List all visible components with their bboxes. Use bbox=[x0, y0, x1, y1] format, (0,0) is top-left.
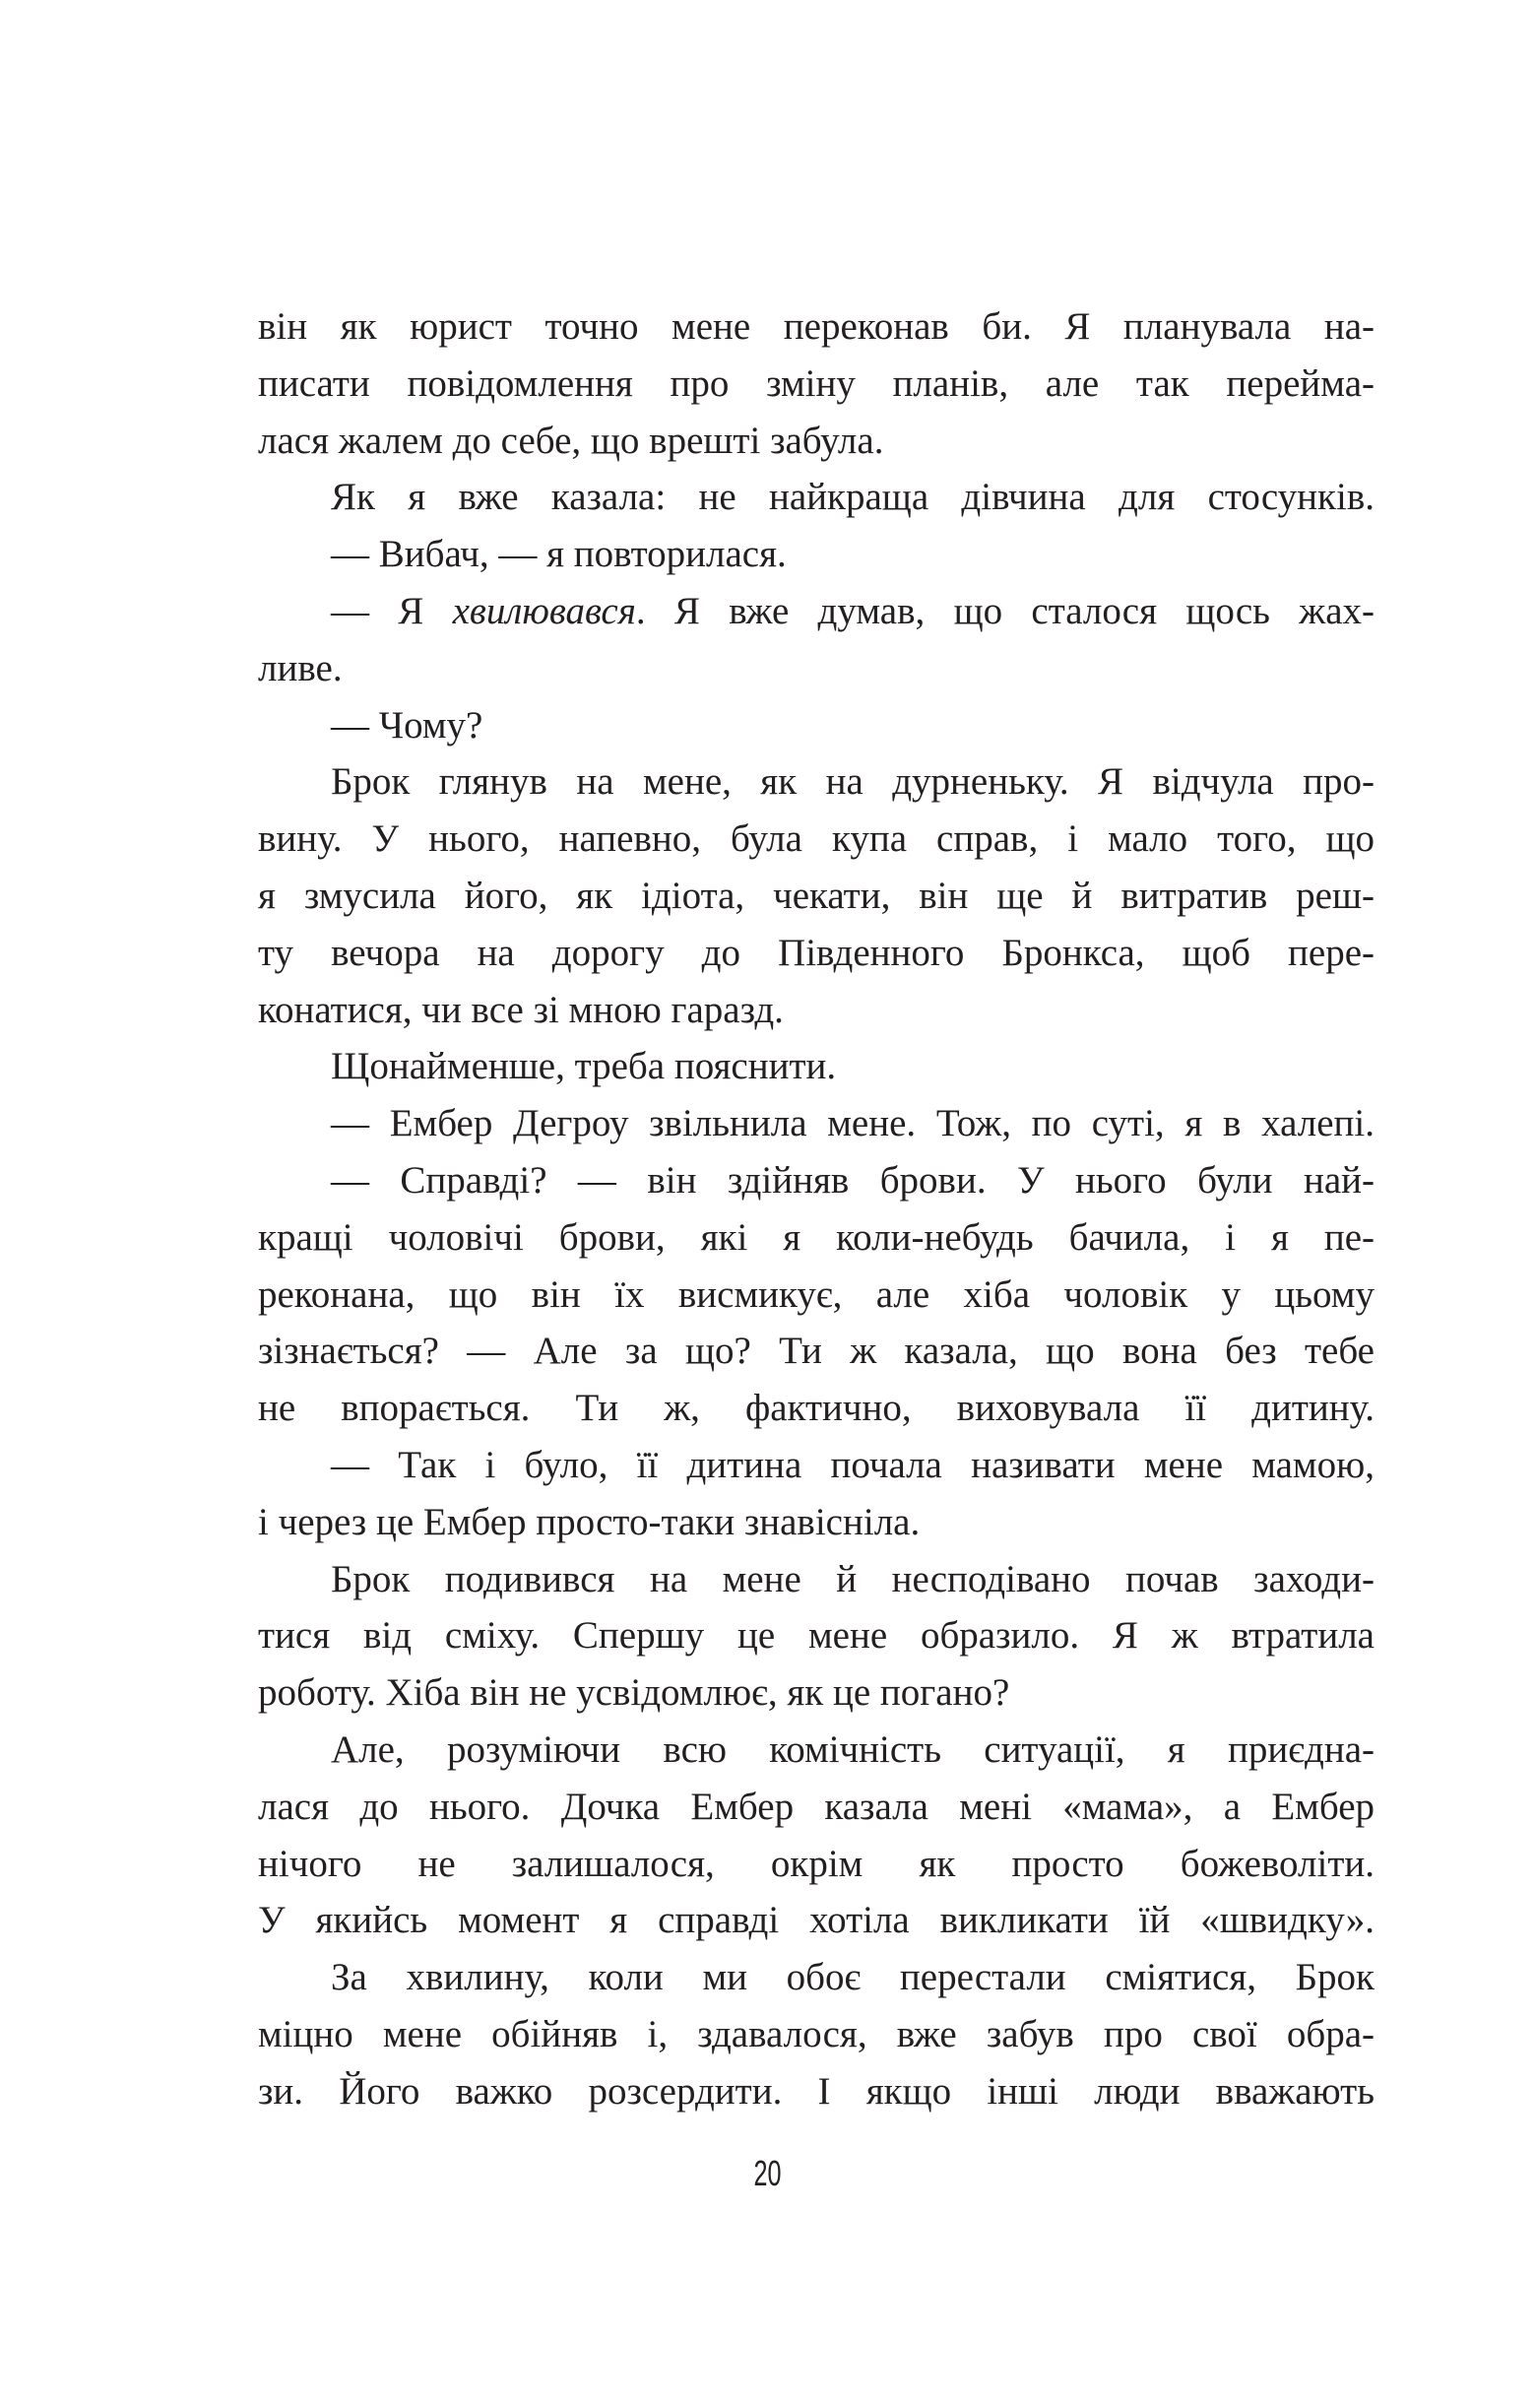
text-line: За хвилину, коли ми обоє перестали сміятися, Брок bbox=[331, 1956, 1375, 1999]
text-line: Брок глянув на мене, як на дурненьку. Я відчула про- bbox=[331, 760, 1375, 804]
text-line: кращі чоловічі брови, які я коли-небудь бачила, і я пе- bbox=[258, 1215, 1375, 1259]
text-line: зізнається? — Але за що? Ти ж казала, що вона без тебе bbox=[258, 1330, 1375, 1373]
text-line: писати повідомлення про зміну планів, але так перейма- bbox=[258, 361, 1375, 405]
text-line: Як я вже казала: не найкраща дівчина для стосунків. bbox=[331, 476, 1375, 519]
text-line: зи. Його важко розсердити. І якщо інші люди вважають bbox=[258, 2069, 1375, 2113]
page-number: 20 bbox=[753, 2153, 782, 2193]
text-line: Але, розуміючи всю комічність ситуації, я приєдна- bbox=[331, 1727, 1375, 1771]
text-line: реконана, що він їх висмикує, але хіба чоловік у цьому bbox=[258, 1272, 1375, 1316]
text-line: не впорається. Ти ж, фактично, виховувала її дитину. bbox=[258, 1387, 1375, 1430]
text-line: ту вечора на дорогу до Південного Бронкса, щоб пере- bbox=[258, 931, 1375, 974]
text-line: — Чому? bbox=[331, 703, 483, 747]
text-line: і через це Ембер просто-таки знавісніла. bbox=[258, 1500, 921, 1543]
text-line bbox=[258, 583, 1375, 640]
text-line: він як юрист точно мене переконав би. Я планувала на- bbox=[258, 305, 1375, 348]
text-line: тися від сміху. Спершу це мене образило. Я ж втратила bbox=[258, 1614, 1375, 1658]
text-line: лася жалем до себе, що врешті забула. bbox=[258, 419, 884, 462]
text-line: ливе. bbox=[258, 646, 343, 689]
italic-text: хвилювався bbox=[452, 589, 636, 632]
text-line: вину. У нього, напевно, була купа справ, і мало того, що bbox=[258, 817, 1375, 861]
body-text bbox=[258, 298, 1375, 2120]
text-segment: — Я bbox=[331, 589, 453, 632]
text-line: конатися, чи все зі мною гаразд. bbox=[258, 988, 784, 1031]
text-line: Брок подивився на мене й несподівано почав заходи- bbox=[331, 1557, 1375, 1600]
text-line: роботу. Хіба він не усвідомлює, як це погано? bbox=[258, 1671, 1010, 1715]
text-line: я змусила його, як ідіота, чекати, він ще й витратив реш- bbox=[258, 874, 1375, 917]
text-line: міцно мене обійняв і, здавалося, вже забув про свої обра- bbox=[258, 2012, 1375, 2055]
text-line: — Вибач, — я повторилася. bbox=[331, 533, 787, 576]
text-line: нічого не залишалося, окрім як просто божеволіти. bbox=[258, 1842, 1375, 1885]
text-line: лася до нього. Дочка Ембер казала мені «мама», а Ембер bbox=[258, 1785, 1375, 1828]
text-line: — Справді? — він здійняв брови. У нього були най- bbox=[331, 1158, 1375, 1202]
text-line: — Так і було, її дитина почала називати мене мамою, bbox=[331, 1443, 1375, 1486]
text-line: Щонайменше, треба пояснити. bbox=[331, 1045, 837, 1088]
text-line: У якийсь момент я справді хотіла викликати їй «швидку». bbox=[258, 1899, 1375, 1942]
text-line: — Ембер Дегроу звільнила мене. Тож, по суті, я в халепі. bbox=[331, 1102, 1375, 1145]
text-segment: . Я вже думав, що сталося щось жах- bbox=[635, 589, 1375, 632]
